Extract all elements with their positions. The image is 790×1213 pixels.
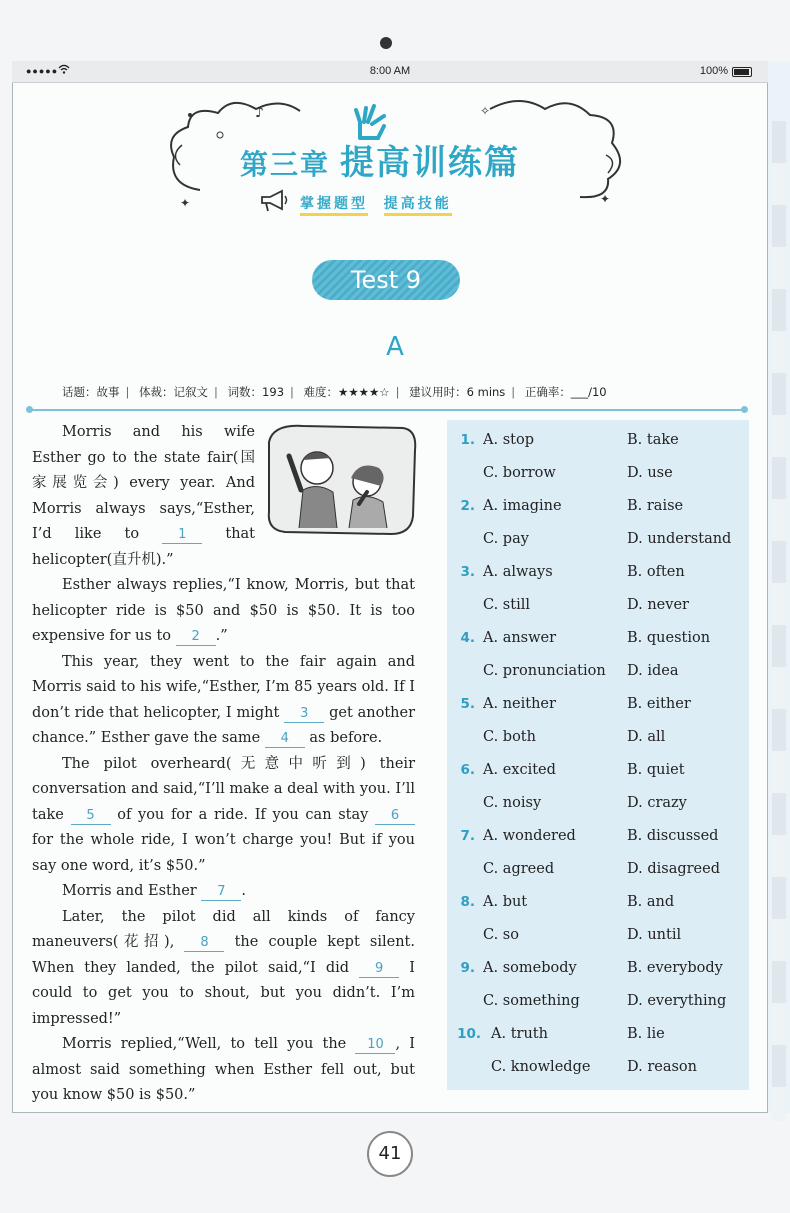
page-number: 41: [367, 1131, 413, 1177]
blank-3[interactable]: 3: [284, 706, 324, 723]
svg-text:✦: ✦: [600, 192, 611, 206]
paragraph: Esther always replies,“I know, Morris, but that helicopter ride is $50 and $50 is $50. It is too expensive for us to 2 .”: [32, 577, 415, 644]
question-row: 8. A. but B. and: [453, 886, 743, 919]
option[interactable]: A. stop: [483, 432, 534, 448]
option[interactable]: A. truth: [491, 1026, 548, 1042]
side-edge: [768, 61, 790, 1113]
svg-text:✦: ✦: [180, 196, 191, 210]
option[interactable]: B. take: [627, 432, 679, 448]
option[interactable]: A. but: [483, 894, 528, 910]
blank-8[interactable]: 8: [184, 935, 224, 952]
paragraph: The pilot overheard(无意中听到) their conversation and said,“I’ll make a deal with you. I’ll take 5 of you for a ride. If you can stay 6 for the whole ride, I won’t charge you! But if you say one word, it’s $50.”: [32, 755, 415, 874]
question-row: [453, 655, 743, 688]
blank-5[interactable]: 5: [71, 808, 111, 825]
option[interactable]: D. idea: [627, 663, 679, 679]
option[interactable]: A. neither: [483, 696, 556, 712]
divider-rule: [28, 409, 746, 411]
meta-time: 建议用时：6 mins: [409, 385, 506, 399]
meta-difficulty: 难度：★★★★☆: [303, 385, 390, 399]
option[interactable]: C. something: [483, 993, 580, 1009]
option[interactable]: B. and: [627, 894, 675, 910]
option[interactable]: C. pronunciation: [483, 663, 606, 679]
blank-2[interactable]: 2: [176, 629, 216, 646]
question-row: [453, 985, 743, 1018]
option[interactable]: C. knowledge: [491, 1059, 591, 1075]
option[interactable]: C. agreed: [483, 861, 555, 877]
option[interactable]: B. quiet: [627, 762, 685, 778]
option[interactable]: B. discussed: [627, 828, 719, 844]
option[interactable]: D. use: [627, 465, 673, 481]
question-row: 1. A. stop B. take: [453, 424, 743, 457]
option[interactable]: A. somebody: [483, 960, 577, 976]
subtitle-left: 掌握题型: [300, 196, 368, 216]
question-row: 7. A. wondered B. discussed: [453, 820, 743, 853]
svg-text:✧: ✧: [480, 104, 491, 118]
options-panel: [447, 420, 749, 1090]
question-row: [453, 457, 743, 490]
meta-word-count: 词数：193: [227, 385, 285, 399]
camera-dot: [380, 37, 392, 49]
paragraph: Morris and Esther 7 .: [62, 883, 246, 899]
battery-percent: 100%: [699, 65, 728, 77]
paragraph: Morris replied,“Well, to tell you the 10 , I almost said something when Esther fell out, but you know $50 is $50.”: [32, 1036, 416, 1103]
option[interactable]: C. so: [483, 927, 519, 943]
option[interactable]: D. until: [627, 927, 682, 943]
blank-9[interactable]: 9: [359, 961, 399, 978]
question-row: [453, 787, 743, 820]
option[interactable]: C. both: [483, 729, 536, 745]
signal-icon: ●●●●●: [26, 66, 59, 76]
option[interactable]: B. either: [627, 696, 691, 712]
question-row: 3. A. always B. often: [453, 556, 743, 589]
battery-icon: [732, 67, 752, 77]
paragraph: Later, the pilot did all kinds of fancy maneuvers(花招), 8 the couple kept silent. When they landed, the pilot said,“I did 9 I could to get you to shout, but you didn’t. I’m impressed!”: [32, 908, 416, 1027]
option[interactable]: C. still: [483, 597, 530, 613]
option[interactable]: D. crazy: [627, 795, 687, 811]
chapter-name: 提高训练篇: [340, 143, 521, 183]
paragraph: This year, they went to the fair again and Morris said to his wife,“Esther, I’m 85 years old. If I don’t ride that helicopter, I might 3 get another chance.” Esther gave the same 4 as before.: [32, 653, 416, 746]
option[interactable]: A. answer: [483, 630, 557, 646]
option[interactable]: C. borrow: [483, 465, 556, 481]
status-time: 8:00 AM: [369, 65, 411, 77]
option[interactable]: A. always: [483, 564, 553, 580]
option[interactable]: C. noisy: [483, 795, 542, 811]
status-bar: [12, 61, 768, 83]
meta-topic: 话题：故事: [62, 385, 120, 399]
test-badge: Test 9: [312, 260, 460, 300]
option[interactable]: D. understand: [627, 531, 732, 547]
option[interactable]: B. often: [627, 564, 685, 580]
question-row: 9. A. somebody B. everybody: [453, 952, 743, 985]
couple-illustration: [263, 420, 419, 538]
subtitle-right: 提高技能: [384, 196, 452, 216]
question-row: [453, 721, 743, 754]
meta-genre: 体裁：记叙文: [139, 385, 209, 399]
question-row: [453, 523, 743, 556]
megaphone-icon: [258, 188, 290, 214]
question-row: 5. A. neither B. either: [453, 688, 743, 721]
passage: [32, 420, 415, 1109]
option[interactable]: B. lie: [627, 1026, 665, 1042]
question-row: 6. A. excited B. quiet: [453, 754, 743, 787]
option[interactable]: D. disagreed: [627, 861, 720, 877]
option[interactable]: B. everybody: [627, 960, 723, 976]
option[interactable]: B. question: [627, 630, 711, 646]
option[interactable]: C. pay: [483, 531, 529, 547]
option[interactable]: A. wondered: [483, 828, 576, 844]
section-letter: A: [386, 332, 404, 362]
paragraph: Morris and his wife Esther go to the state fair(国家展览会) every year. And Morris always says,“Esther, I’d like to 1 that helicopter(直升机).”: [32, 424, 256, 568]
question-row: 4. A. answer B. question: [453, 622, 743, 655]
question-row: [453, 1051, 743, 1084]
option[interactable]: D. everything: [627, 993, 727, 1009]
svg-text:♪: ♪: [255, 105, 264, 121]
chapter-title: [240, 135, 540, 184]
question-row: 2. A. imagine B. raise: [453, 490, 743, 523]
chapter-subtitle: [300, 193, 452, 213]
question-row: [453, 919, 743, 952]
question-row: 10. A. truth B. lie: [453, 1018, 743, 1051]
blank-10[interactable]: 10: [355, 1037, 395, 1054]
option[interactable]: D. reason: [627, 1059, 697, 1075]
question-row: [453, 589, 743, 622]
blank-1[interactable]: 1: [162, 527, 202, 544]
option[interactable]: A. excited: [483, 762, 556, 778]
chapter-number: 第三章: [240, 148, 331, 181]
meta-bar: 话题：故事 | 体裁：记叙文 | 词数：193 | 难度：★★★★☆ | 建议用时：6 mins | 正确率：___/10: [62, 385, 607, 399]
blank-6[interactable]: 6: [375, 808, 415, 825]
option[interactable]: D. all: [627, 729, 666, 745]
meta-accuracy: 正确率：___/10: [524, 385, 607, 399]
option[interactable]: D. never: [627, 597, 689, 613]
question-row: [453, 853, 743, 886]
option[interactable]: A. imagine: [483, 498, 562, 514]
option[interactable]: B. raise: [627, 498, 684, 514]
blank-7[interactable]: 7: [201, 884, 241, 901]
blank-4[interactable]: 4: [265, 731, 305, 748]
